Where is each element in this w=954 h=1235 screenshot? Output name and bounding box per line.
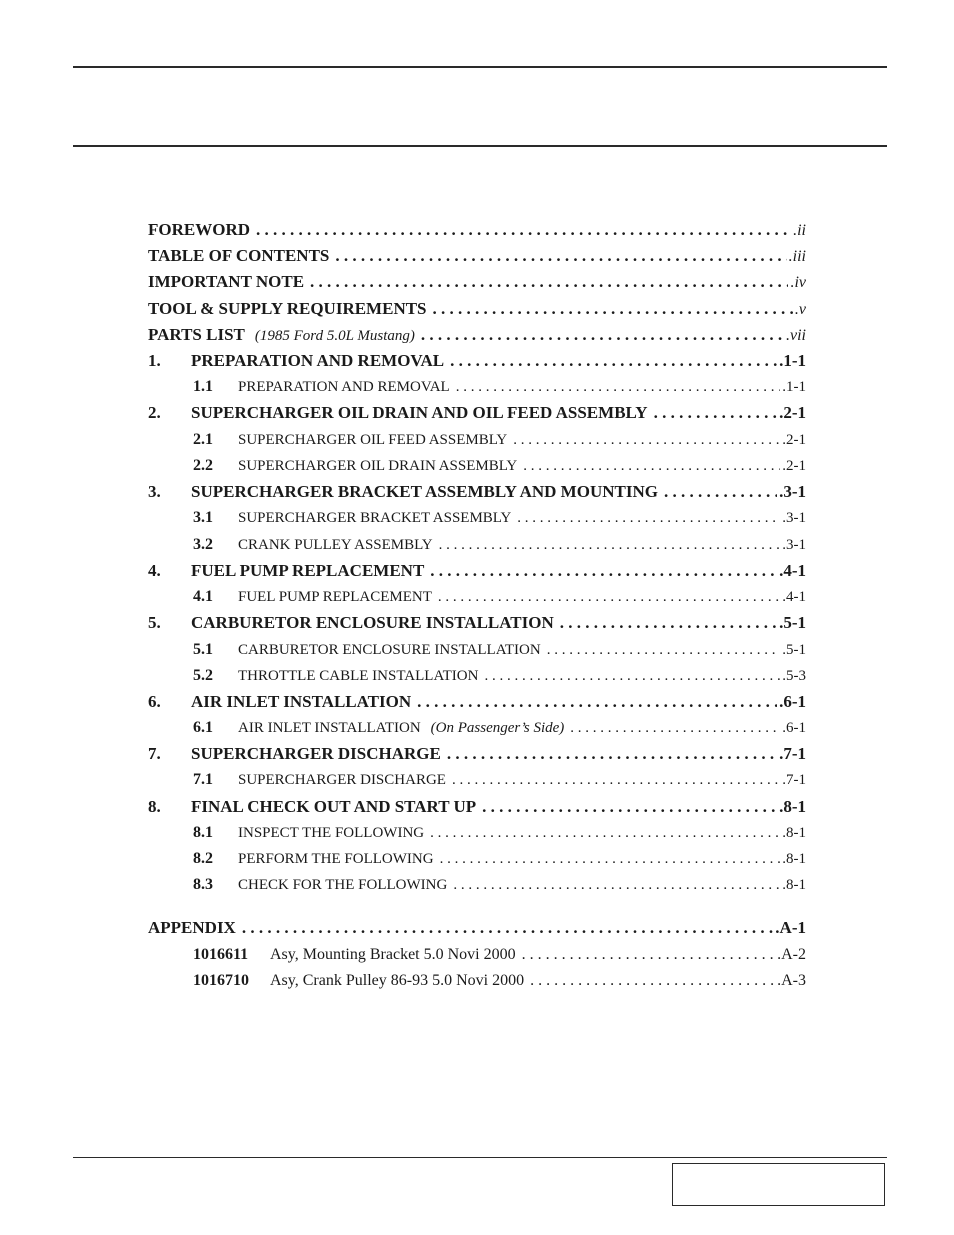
toc-entry-note: (1985 Ford 5.0L Mustang) [254, 328, 415, 344]
toc-entry-page: .6-1 [782, 720, 806, 736]
toc-subsection-6-1[interactable] [148, 718, 806, 738]
dot-leader [570, 718, 780, 738]
toc-entry-table-of-contents[interactable] [148, 246, 806, 267]
toc-entry-tool-supply[interactable] [148, 299, 806, 320]
toc-entry-page: .4-1 [782, 589, 806, 605]
toc-section-2[interactable] [148, 403, 806, 423]
toc-entry-page: .1-1 [779, 351, 806, 370]
toc-entry-title: CHECK FOR THE FOLLOWING [238, 877, 448, 893]
dot-leader [433, 299, 793, 319]
dot-leader [430, 561, 777, 581]
toc-entry-page: .3-1 [782, 537, 806, 553]
toc-entry-page: .6-1 [779, 692, 806, 711]
toc-entry-page: .1-1 [782, 379, 806, 395]
toc-section-number: 5.1 [193, 641, 213, 658]
toc-entry-title: APPENDIX [148, 918, 236, 937]
toc-entry-page: .2-1 [782, 432, 806, 448]
toc-section-number: 5. [148, 613, 161, 632]
toc-subsection-8-3[interactable] [148, 875, 806, 895]
footer-rule [73, 1157, 887, 1158]
toc-entry-title: PARTS LIST [148, 325, 245, 344]
toc-entry-page: .8-1 [782, 825, 806, 841]
toc-entry-page: .iii [788, 248, 806, 265]
dot-leader [453, 875, 780, 895]
toc-entry-title: SUPERCHARGER OIL FEED ASSEMBLY [238, 432, 508, 448]
toc-entry-title: SUPERCHARGER DISCHARGE [238, 772, 446, 788]
toc-entry-title: AIR INLET INSTALLATION [238, 720, 421, 736]
dot-leader [450, 351, 777, 371]
toc-entry-title: IMPORTANT NOTE [148, 272, 305, 291]
toc-entry-page: .A-3 [777, 972, 806, 989]
toc-entry-page: .8-1 [779, 797, 806, 816]
toc-entry-title: FUEL PUMP REPLACEMENT [191, 561, 425, 580]
toc-section-number: 8.1 [193, 824, 213, 841]
toc-section-3[interactable] [148, 482, 806, 502]
toc-subsection-3-2[interactable] [148, 535, 806, 555]
toc-entry-page: .3-1 [779, 482, 806, 501]
toc-section-number: 2.1 [193, 431, 213, 448]
dot-leader [654, 403, 777, 423]
toc-entry-page: .3-1 [782, 510, 806, 526]
toc-entry-page: .A-1 [775, 918, 806, 937]
toc-section-number: 4.1 [193, 588, 213, 605]
dot-leader [560, 613, 777, 633]
toc-section-number: 1. [148, 351, 161, 370]
dot-leader [482, 797, 777, 817]
dot-leader [440, 849, 781, 869]
toc-entry-page: .7-1 [782, 772, 806, 788]
dot-leader [484, 666, 780, 686]
toc-entry-title: INSPECT THE FOLLOWING [238, 825, 425, 841]
toc-section-number: 6.1 [193, 719, 213, 736]
toc-entry-title: THROTTLE CABLE INSTALLATION [238, 668, 479, 684]
dot-leader [310, 272, 788, 292]
toc-section-6[interactable] [148, 692, 806, 712]
toc-entry-title: CARBURETOR ENCLOSURE INSTALLATION [238, 642, 541, 658]
toc-entry-page: .8-1 [782, 877, 806, 893]
toc-entry-title: SUPERCHARGER BRACKET ASSEMBLY AND MOUNTING [191, 482, 658, 501]
toc-entry-title: Asy, Crank Pulley 86-93 5.0 Novi 2000 [270, 972, 525, 989]
toc-section-number: 3.2 [193, 536, 213, 553]
toc-entry-page: .7-1 [779, 744, 806, 763]
toc-entry-title: FUEL PUMP REPLACEMENT [238, 589, 432, 605]
toc-section-5[interactable] [148, 613, 806, 633]
toc-section-number: 3. [148, 482, 161, 501]
toc-entry-title: CARBURETOR ENCLOSURE INSTALLATION [191, 613, 554, 632]
toc-entry-note: (On Passenger’s Side) [430, 720, 565, 736]
dot-leader [547, 640, 781, 660]
toc-part-number: 1016710 [193, 972, 249, 989]
toc-section-4[interactable] [148, 561, 806, 581]
toc-section-number: 2.2 [193, 457, 213, 474]
toc-section-number: 7. [148, 744, 161, 763]
toc-entry-page: .v [794, 301, 806, 318]
dot-leader [335, 246, 786, 266]
toc-entry-title: SUPERCHARGER OIL DRAIN ASSEMBLY [238, 458, 518, 474]
toc-entry-title: TABLE OF CONTENTS [148, 246, 330, 265]
toc-subsection-2-1[interactable] [148, 430, 806, 450]
toc-section-number: 8.3 [193, 876, 213, 893]
toc-appendix-item-1016710[interactable] [148, 971, 806, 991]
toc-subsection-3-1[interactable] [148, 508, 806, 528]
toc-entry-title: FINAL CHECK OUT AND START UP [191, 797, 477, 816]
toc-entry-title: TOOL & SUPPLY REQUIREMENTS [148, 299, 427, 318]
toc-section-1[interactable] [148, 351, 806, 371]
toc-entry-page: .8-1 [782, 851, 806, 867]
toc-section-7[interactable] [148, 744, 806, 764]
dot-leader [430, 823, 780, 843]
dot-leader [242, 918, 773, 938]
dot-leader [447, 744, 777, 764]
dot-leader [517, 508, 780, 528]
toc-section-number: 1.1 [193, 378, 213, 395]
toc-part-number: 1016611 [193, 946, 249, 963]
dot-leader [456, 377, 781, 397]
header-rule-bottom [73, 145, 887, 147]
toc-entry-title: PERFORM THE FOLLOWING [238, 851, 434, 867]
toc-entry-page: .A-2 [777, 946, 806, 963]
dot-leader [513, 430, 780, 450]
toc-section-8[interactable] [148, 797, 806, 817]
toc-entry-page: .5-1 [782, 642, 806, 658]
dot-leader [664, 482, 777, 502]
toc-section-number: 7.1 [193, 771, 213, 788]
toc-subsection-8-1[interactable] [148, 823, 806, 843]
footer-page-box [672, 1163, 885, 1206]
dot-leader [452, 770, 780, 790]
toc-section-number: 8. [148, 797, 161, 816]
toc-entry-page: .4-1 [779, 561, 806, 580]
toc-subsection-7-1[interactable] [148, 770, 806, 790]
toc-section-number: 8.2 [193, 850, 213, 867]
toc-entry-parts-list[interactable] [148, 325, 806, 346]
toc-section-number: 4. [148, 561, 161, 580]
toc-subsection-5-2[interactable] [148, 666, 806, 686]
toc-entry-title: SUPERCHARGER BRACKET ASSEMBLY [238, 510, 512, 526]
toc-entry-title: SUPERCHARGER DISCHARGE [191, 744, 441, 763]
toc-appendix-item-1016611[interactable] [148, 945, 806, 965]
toc-entry-page: .iv [790, 274, 806, 291]
dot-leader [523, 456, 780, 476]
toc-entry-title: CRANK PULLEY ASSEMBLY [238, 537, 433, 553]
header-rule-top [73, 66, 887, 68]
toc-entry-page: .5-1 [779, 613, 806, 632]
toc-subsection-5-1[interactable] [148, 640, 806, 660]
toc-entry-foreword[interactable] [148, 220, 806, 241]
toc-entry-page: .2-1 [782, 458, 806, 474]
dot-leader [438, 587, 780, 607]
toc-entry-page: .ii [793, 222, 806, 239]
toc-section-number: 5.2 [193, 667, 213, 684]
toc-subsection-1-1[interactable] [148, 377, 806, 397]
dot-leader [439, 535, 781, 555]
dot-leader [421, 325, 784, 345]
toc-entry-important-note[interactable] [148, 272, 806, 293]
toc-section-number: 3.1 [193, 509, 213, 526]
toc-section-number: 2. [148, 403, 161, 422]
toc-entry-page: .5-3 [782, 668, 806, 684]
toc-entry-page: .2-1 [779, 403, 806, 422]
toc-entry-title: Asy, Mounting Bracket 5.0 Novi 2000 [270, 946, 516, 963]
dot-leader [530, 971, 775, 991]
toc-entry-title: PREPARATION AND REMOVAL [191, 351, 445, 370]
toc-subsection-2-2[interactable] [148, 456, 806, 476]
toc-entry-page: .vii [786, 327, 806, 344]
toc-entry-title: AIR INLET INSTALLATION [191, 692, 412, 711]
toc-appendix[interactable] [148, 918, 806, 938]
toc-section-number: 6. [148, 692, 161, 711]
toc-entry-title: PREPARATION AND REMOVAL [238, 379, 450, 395]
toc-subsection-8-2[interactable] [148, 849, 806, 869]
toc-entry-title: SUPERCHARGER OIL DRAIN AND OIL FEED ASSEMBLY [191, 403, 648, 422]
toc-entry-title: FOREWORD [148, 220, 250, 239]
dot-leader [256, 220, 791, 240]
toc-subsection-4-1[interactable] [148, 587, 806, 607]
dot-leader [522, 945, 776, 965]
dot-leader [417, 692, 777, 712]
